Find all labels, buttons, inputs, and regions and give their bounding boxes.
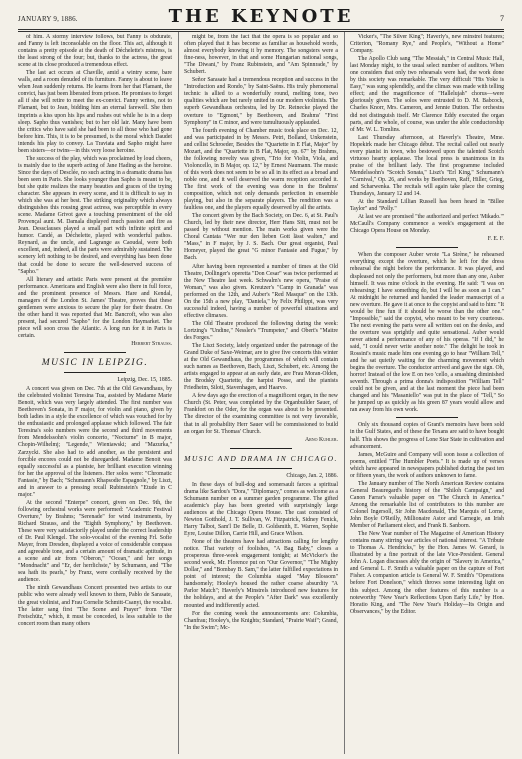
paragraph: of him. A stormy interview follows, but Fanny is obdurate, and Fanny is left inconsolable on the floor. This act, although it contains a pretty episode at the death of Déchelette's mistress, is the least strong of the four; but, thanks to the actress, the great scene at its close produced a tremendous effect. <box>18 34 172 69</box>
column-1 <box>18 34 172 754</box>
paragraph: When the composer Auber wrote "La Sirène," he rehearsed everything except the overture, which he left for the dress rehearsal the night before the performance. It was played, and displeased not only the performers, but more than any one, Auber himself. It was mine o'clock in the evening. He said: "I was on rehearsing; I have something do, but I will be as soon as I can." At midnight he returned and handed the leader manuscript of a new overture. He gave it at once to the copyist and said to him: "It would be fine fun if it should be worse than the other one." "Impossible," said the copyist, who meant to be very courteous. The next evening the parts were all written out on the desks, and the overture was sprightly and quite sensational. Auber would never attend a performance of any of his operas. "If I did," he said, "I could never write another note." The delight he took in Rossini's music made him one evening go to hear "William Tell," and he sat quietly waiting for the charming movement which begins the overture. The conductor arrived and gave the sign. Oh, horror! Instead of the low E on two 'cello, a smashing diminished seventh. Through a prima donna's indisposition "William Tell" could not be given, and at the last moment the piece had been changed and his "Masaniello" was put in the place of "Tell," So he jumped up as quickly as his green 87 years would allow and ran away from his own work. <box>350 252 504 414</box>
section-rule <box>64 352 126 353</box>
paragraph: All literary and artistic Paris were present at the première performance. Americans and English were also there in full force, and the prominent presence of Messrs. Hare and Kendal, managers of the London St. James' Theatre, proves that these gentlemen were anxious to secure the play for their theatre. On the other hand it was reported that Mr. Bancroft, who was also present, had secured "Sapho" for the London Haymarket. The piece will soon cross the Atlantic. A long run for it in Paris is certain. <box>18 276 172 339</box>
column-divider <box>344 32 345 754</box>
author-signature: Arno Kuhler. <box>304 436 338 443</box>
paragraph: The ninth Gewandhaus Concert presented two artists to our public who were already well known to them, Pablo de Sarasate, the great violinist, and Frau Cornelie Schmitt-Csanyi, the vocalist. The latter sang first "The Scene and Prayer" from "Der Freischütz," which, it must be conceded, is less suitable to the concert room than many others <box>18 585 172 627</box>
page-header <box>18 6 504 28</box>
paragraph: The Liszt Society, lately organized under the patronage of the Grand Duke of Saxe-Weimar, are to give five concerts this winter at the Old Gewandhaus, the programmes of which will contain such names as Beethoven, Bach, Liszt, Schubert, etc. Among the artists engaged to appear at an early date, are Frau Moran-Olden, the Brodsky Quartette, the harpist Posse, and the pianists Friedheim, Siloti, Stavenhagen, and Haarvo. <box>184 343 338 392</box>
header-rule-double <box>18 31 504 32</box>
page-number: 7 <box>500 14 504 23</box>
paragraph: The Apollo Club sang "The Messiah," in Central Music Hall, last Monday night, to the usual select number of auditors. When one considers that only two rehearsals were had, the work done by this society was remarkable. The very difficult "His Yoke is Easy," was sung splendidly, and the climax was made with telling effect; and the magnificence of "Hallelujah" chorus—were gloriously given. The solos were entrusted to D. M. Babcock, Charles Knorr, Mrs. Cameron, and Jennie Dutton. The orchestra did not distinguish itself. Mr Clarence Eddy executed the organ parts, and the whole, of course, was under the able conductorship of Mr. W. L. Tomlins. <box>350 56 504 133</box>
paragraph: The concert given by the Bach Society, on Dec. 6, at St. Paul's Church, led by their new director, Herr Hans Sitt, must not be passed by without mention. The main works given were the Choral Cantata "Wer nur den lieben Gott lässt walten," and "Mass," in F major, by J. S. Bach. Our great organist, Paul Homeyer, played the great "G minor Fantasie and Fugue," by Bach. <box>184 213 338 262</box>
section-rule <box>64 372 126 373</box>
paragraph: James, McGuire and Company will soon issue a collection of poems, entitled "The Humbler Poets." It is made up of verses which have appeared in newspapers published during the past ten or fifteen years, the work of authors unknown to fame. <box>350 451 504 479</box>
paragraph: For the coming week the announcements are: Columbia, Chanfrau; Hooley's, the Knights; Standard, "Prairie Waif"; Grand, "In the Swim"; Mc- <box>184 610 338 631</box>
section-rule <box>396 247 458 248</box>
paragraph: A few days ago the erection of a magnificent organ, in the new Church (St. Peter, was completed by the Organbuilder Sauer, of Frankfort on the Oder, for the organ was about to be presented. The director of the examining committee is not very favorable, that in all probability Herr Sauer will be commissioned to build an organ for St. Thomas' Church. <box>184 393 338 435</box>
paragraph: At the Standard Lillian Russell has been heard in "Billee Taylor" and "Polly." <box>350 199 504 213</box>
paragraph: Señor Sarasate had a tremendous reception and success in the "Introduction and Rondo," by Saint-Saëns. His truly phenomenal technic is allied to a wonderfully round, melting tone, two qualities which are but rarely united in our modern violinists. The superb Gewandhaus orchestra, led by Dr. Reinecke played the overture to "Egmont," by Beethoven, and Brahms' "First Symphony" in C minor, and were tumultuously applauded. <box>184 77 338 126</box>
paragraph: The January number of The North American Review contains General Beauregard's history of the "Shiloh Campaign," and Canon Farrar's valuable paper on "The Church in America." Among the remarkable list of contributors to this number are Colonel Ingersoll, Sir John Macdonald, The Marquis of Lorne, John Boyle O'Reilly, Millionaire Astor and Carnegie, an Irish Member of Parliament elect, and Frank B. Sanborn. <box>350 480 504 530</box>
issue-date: JANUARY 9, 1886. <box>18 15 78 23</box>
column-divider <box>178 32 179 754</box>
column-2 <box>184 34 338 754</box>
paragraph: The fourth evening of Chamber music took place on Dec. 12, and was participated in by Messrs. Petri, Bolland, Unkenstein, and cellist Schroeder, Besides the "Quartette in E Flat, Major" by Mozart, and the "Quartette in B Flat, Major, op. 67" by Brahms, the following novelty was given, "Trio for Violin, Viola, and Violoncello, in B Major, op. 12," by Ernest Naumann. The music of this work does not seem to be so all in its effect as a broad and noble one, and it well deserved the warm reception accorded it. The first work of the evening was done in the Brahms' composition, which not only demands perfection in ensemble playing, but also in the separate players. The rendition was a faultless one, and the players equally deserved by all the artists. <box>184 127 338 212</box>
paragraph: The success of the play, which was proclaimed by loud cheers, is mainly due to the superb acting of Jane Hading as the heroine. Since the days of Desclée, no such acting in a dramatic drama has been seen in Paris. She looks younger than Sapho is meant to be, but she quite realizes the many beauties and graces of the trying character. She appears in every scene, and it is difficult to say in which she was at her best. The striking originality which always distinguishes this rousing great actress, was perceptible in every scene. Madame Grivot gave a touching presentment of the old Provençal aunt. M. Damala displayed much passion and fire as Jean. Dessclauses played a small part with infinite spirit and humor. Candé, as Déchelette, played with wonderful pathos. Reynard, as the uncle, and Lagrange as Caoudal, were both excellent, and, indeed, all the parts were admirably sustained. The scenery left nothing to be desired, and everything has been done that could be done to secure the well-deserved success of "Sapho." <box>18 155 172 275</box>
paragraph: A concert was given on Dec. 7th at the Old Gewandhaus, by the celebrated violinist Teresina Tua, assisted by Madame Marie Benoit, which was very largely attended. The first number was Beethoven's Sonata, in F major, for violin and piano, given by both ladies in a style the excellence of which was vouched for by the enthusiastic and prolonged applause which followed. The fair Teresina's solo numbers were the second and third movements from Mendelssohn's violin concerto, "Nocturne" in B major, Chopin-Wilhelmj; "Legende," Wieniawski; and "Mazurka," Zarzycki. She also had to add another, as the persistent and forcible encores could not be disregarded. Madame Benoit was equally successful as a pianiste, her brilliant execution winning for her the approval of the listeners. Her solos were: "Chromatic Fantasie," by Bach; "Schumann's Rhapsodie Espagnole," by Liszt, and in answer to a pressing recall Rubinstein's "Etude in C major." <box>18 386 172 498</box>
paragraph: Last Thursday afternoon, at Haverly's Theatre, Mme. Hopekirk made her Chicago début. The recital called out nearly every pianist in town, who bestowed upon the talented Scotch virtuoso hearty applause. The local press is unanimous in its praise of the brilliant lady. The first programme included Mendelssohn's "Scotch Sonata," Liszt's "Erl King," Schumann's "Carnival," Op. 26, and works by Beethoven, Raff, Hiller, Grieg, and Scharwenka. The recitals will again take place the coming Thursdays, January 12 and 14. <box>350 134 504 198</box>
paragraph: After having been represented a number of times at the Old Theatre, Dollinger's operetta "Don Cesar" was twice performed at the New Theatre last week. Schwalm's new opera, "Praise of Woman," was also given. Kreutzer's "Camp in Granada" was performed on the 12th, and Auber's "Red Masque" on the 13th. On the 15th a new play, "Daniela," by Felix Philippi, was very successful indeed, having a number of powerful situations and effective climaxes. <box>184 263 338 319</box>
author-signature: Herbert Strauss. <box>131 341 172 348</box>
dateline: Chicago, Jan. 2, 1886. <box>286 472 338 479</box>
column-3 <box>350 34 504 754</box>
masthead-title: THE KEYNOTE <box>168 6 354 27</box>
dateline: Leipzig, Dec. 15, 1885. <box>117 377 172 384</box>
section-heading-leipzig: MUSIC IN LEIPZIG. <box>41 358 149 369</box>
section-rule <box>230 448 292 449</box>
section-heading-chicago: MUSIC AND DRAMA IN CHICAGO. <box>184 453 338 463</box>
paragraph: The Old Theatre produced the following during the week: Lortzing's "Undine," Nessler's "Trumpeter," and Obert's "Maitre des Forges." <box>184 320 338 341</box>
paragraph: The New Year number of The Magazine of American History contains many stirring war articles of national interest. "A Tribute to Thomas A. Hendricks," by the Hon. James W. Gerard, is illustrated by a fine portrait of the late Vice-President. General John A. Logan discusses ably the origin of "Slavery in America," and General L. F. Smith a valuable paper on the capture of Fort Fisher. A companion article is General W. F. Smith's "Operations before Fort Donelson," which throws some interesting light on this subject. Among the other features of this number is a noteworthy "New Year's Reflections Upon Early Life," by Hon. Horatio King, and "The New Year's Holiday—Its Origin and Observances," by the Editor. <box>350 531 504 615</box>
paragraph: The last act occurs at Chaville, amid a wintry scene, bare walls, and a room denuded of its furniture. Fanny is about to leave when Jean suddenly returns. He learns from her that Flamant, the convict, has just been liberated from prison. He promises to forget all if she will retire to meet the ex-convict. Fanny writes, not to Flamant, but to Jean, bidding him an eternal farewell. She then imprints a kiss upon his lips and rushes out while he is in a deep sleep. Sapho thus vanishes; but to her old lair. Many have been the critics who have said she had been to all those who had gone before him. This, it is to be presumed, is the moral which Daudet intends his play to convey. La Traviata and Sapho might have been sisters—or twins—in this very loose heroine. <box>18 70 172 154</box>
paragraph: In these days of bull-dog and somersault farces a spiritual drama like Sardou's "Dora," "Diplomacy," comes as welcome as a Schumann number on a summer garden programme. The gifted academic's play has been greeted with surprisingly large audiences at the Chicago Opera House. The cast consisted of Newton Gotthold, J. T. Sullivan, W. Fitzpatrick, Sidney Fenick, Harry Talbot, Sam'l De Belle, D. Goldsmith, E. Warren, Sophie Eyre, Louise Dillon, Carrie Hill, and Grace Wilson. <box>184 481 338 538</box>
paragraph: At last we are promised "the authorized and perfect 'Mikado.'" McCaull's Company commence a week's engagement at the Chicago Opera House on Monday. <box>350 214 504 235</box>
paragraph: might be, from the fact that the opera is so popular and so often played that it has become as familiar as household words, almost everybody knowing it by memory. The songsters were a fine-ness, however, in that and some Hungarian national songs, "The Diwani," by Franz Rubinstein, and "Am Spinnrade," by Schubert. <box>184 34 338 76</box>
paragraph: Vicker's, "The Silver King"; Haverly's, new minstrel features; Criterion, "Romany Rye," and People's, "Without a Home" Company. <box>350 34 504 55</box>
paragraph: None of the theatres have had attractions calling for lengthy notice. That variety of foolishes, "A Bag Baby," closes a prosperous three-week engagement tonight; at McVicker's the second week, Mr. Florence put on "Our Governor," "The Mighty Dollar," and "Bombay B. Sam," the latter fulfilled expectations in point of interest; the Columbia staged "May Blossom" handsomely; Hooley's housed the rather coarse absurdity "A Parlor Match"; Haverly's Minstrels introduced new features for the holidays, and at the People's "After Dark" was excellently mounted and indifferently acted. <box>184 539 338 609</box>
section-rule <box>396 417 458 418</box>
paragraph: Only six thousand copies of Grant's memoirs have been sold in the Gulf States, and of these the Texans are said to have bought half. This shows the progress of Lone Star State in cultivation and advancement. <box>350 422 504 450</box>
section-rule <box>230 468 292 469</box>
header-rule <box>18 29 504 30</box>
paragraph: At the second "Enterpe" concert, given on Dec. 9th, the following orchestral works were performed: "Academic Festival Overture," by Brahms; "Serenade" for wind instruments, by Richard Strauss, and the "Eighth Symphony," by Beethoven. These were very satisfactorily played under the correct leadership of Dr. Paul Klengel. The solo-vocalist of the evening Frl. Sofie Mayer, from Dresden, displayed a voice of considerable compass and agreeable tone, and a certain amount of dramatic aptitude, in a scene and air from "Oberon," "Ocean," and her songs "Mondnacht" and "Er, der herrlichste," by Schumann, and "The sea hath its pearls," by Franz, were cordially received by the audience. <box>18 499 172 584</box>
author-signature: F. E. F. <box>487 236 504 243</box>
